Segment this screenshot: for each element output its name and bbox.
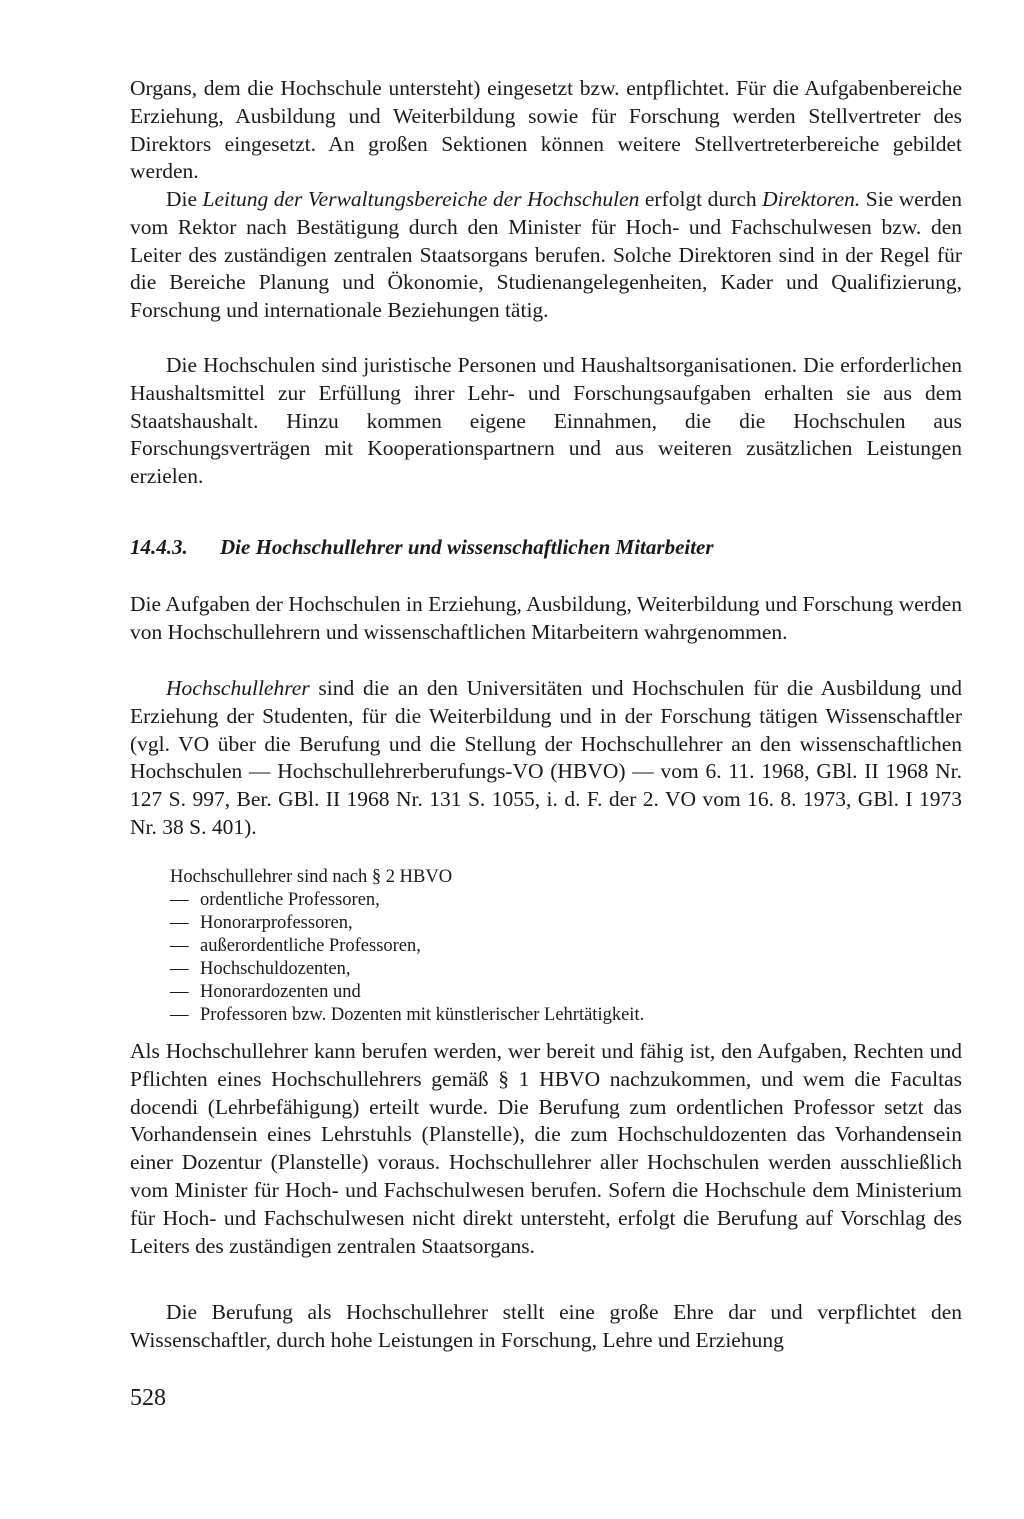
paragraph-continuation	[130, 75, 962, 186]
list-item	[170, 981, 870, 1004]
dash-bullet: —	[170, 959, 189, 979]
professor-types-list	[170, 866, 870, 1027]
paragraph-text-mid: erfolgt durch	[639, 187, 763, 211]
list-item	[170, 889, 870, 912]
list-item	[170, 912, 870, 935]
paragraph-honor	[130, 1299, 962, 1355]
dash-bullet: —	[170, 1005, 189, 1025]
paragraph-text-start: Die	[166, 187, 203, 211]
list-item-text: Hochschuldozenten,	[200, 959, 351, 979]
paragraph-text: Als Hochschullehrer kann berufen werden, wer bereit und fähig ist, den Aufgaben, Rechten und Pflichten eines Hochschullehrers gemäß § 1 HBVO nachzukommen, und wem die Facultas docendi (Lehrbefähigung) erteilt wurde. Die Berufung zum ordentlichen Professor setzt das Vorhandensein eines Lehrstuhls (Planstelle), die zum Hochschuldozenten das Vorhandensein einer Dozentur (Planstelle) voraus. Hochschullehrer aller Hochschulen werden ausschließlich vom Minister für Hoch- und Fachschulwesen berufen. Sofern die Hochschule dem Ministerium für Hoch- und Fachschulwesen nicht direkt untersteht, erfolgt die Berufung auf Vorschlag des Leiters des zuständigen zentralen Staatsorgans.	[130, 1039, 962, 1258]
emphasis-hochschullehrer: Hochschullehrer	[166, 676, 310, 700]
paragraph-hochschullehrer	[130, 675, 962, 842]
paragraph-tasks	[130, 591, 962, 647]
paragraph-text: sind die an den Universitäten und Hochschulen für die Ausbildung und Erziehung der Studenten, für die Weiterbildung und in der Forschung tätigen Wissenschaftler (vgl. VO über die Berufung und die Stellung der Hochschullehrer an den wissenschaftlichen Hochschulen — Hochschullehrerberufungs-VO (HBVO) — vom 6. 11. 1968, GBl. II 1968 Nr. 127 S. 997, Ber. GBl. II 1968 Nr. 131 S. 1055, i. d. F. der 2. VO vom 16. 8. 1973, GBl. I 1973 Nr. 38 S. 401).	[130, 676, 962, 839]
list-intro: Hochschullehrer sind nach § 2 HBVO	[170, 867, 453, 887]
dash-bullet: —	[170, 890, 189, 910]
list-item-text: Professoren bzw. Dozenten mit künstlerischer Lehrtätigkeit.	[200, 1005, 645, 1025]
emphasis-direktoren: Direktoren.	[762, 187, 861, 211]
paragraph-text: Die Aufgaben der Hochschulen in Erziehung, Ausbildung, Weiterbildung und Forschung werden von Hochschullehrern und wissenschaftlichen Mitarbeitern wahrgenommen.	[130, 592, 962, 644]
paragraph-text: Die Hochschulen sind juristische Personen und Haushaltsorganisationen. Die erforderlichen Haushaltsmittel zur Erfüllung ihrer Lehr- und Forschungsaufgaben erhalten sie aus dem Staatshaushalt. Hinzu kommen eigene Einnahmen, die die Hochschulen aus Forschungsverträgen mit Kooperationspartnern und aus weiteren zusätzlichen Leistungen erzielen.	[130, 353, 962, 489]
list-item	[170, 1004, 870, 1027]
section-title: Die Hochschullehrer und wissenschaftlichen Mitarbeiter	[220, 535, 714, 559]
list-item-text: Honorardozenten und	[200, 982, 361, 1002]
paragraph-text-end: Sie werden vom Rektor nach Bestätigung durch den Minister für Hoch- und Fachschulwesen bzw. den Leiter des zuständigen zentralen Staatsorgans berufen. Solche Direktoren sind in der Regel für die Bereiche Planung und Ökonomie, Studienangelegenheiten, Kader und Qualifizierung, Forschung und internationale Beziehungen tätig.	[130, 187, 962, 323]
list-item-text: Honorarprofessoren,	[200, 913, 353, 933]
paragraph-text: Die Berufung als Hochschullehrer stellt eine große Ehre dar und verpflichtet den Wissenschaftler, durch hohe Leistungen in Forschung, Lehre und Erziehung	[130, 1300, 962, 1352]
paragraph-appointment	[130, 1038, 962, 1260]
list-item-text: außerordentliche Professoren,	[200, 936, 421, 956]
section-heading	[130, 535, 962, 560]
dash-bullet: —	[170, 936, 189, 956]
list-item	[170, 935, 870, 958]
page-number: 528	[130, 1385, 166, 1411]
paragraph-administration	[130, 186, 962, 325]
list-item-text: ordentliche Professoren,	[200, 890, 380, 910]
list-item	[170, 958, 870, 981]
dash-bullet: —	[170, 913, 189, 933]
paragraph-text: Organs, dem die Hochschule untersteht) eingesetzt bzw. entpflichtet. Für die Aufgabenbereiche Erziehung, Ausbildung und Weiterbildung sowie für Forschung werden Stellvertreter des Direktors eingesetzt. An großen Sektionen können weitere Stellvertreterbereiche gebildet werden.	[130, 76, 962, 184]
emphasis-leitung: Leitung der Verwaltungsbereiche der Hochschulen	[202, 187, 640, 211]
section-number: 14.4.3.	[130, 535, 188, 559]
dash-bullet: —	[170, 982, 189, 1002]
paragraph-legal-status	[130, 352, 962, 491]
